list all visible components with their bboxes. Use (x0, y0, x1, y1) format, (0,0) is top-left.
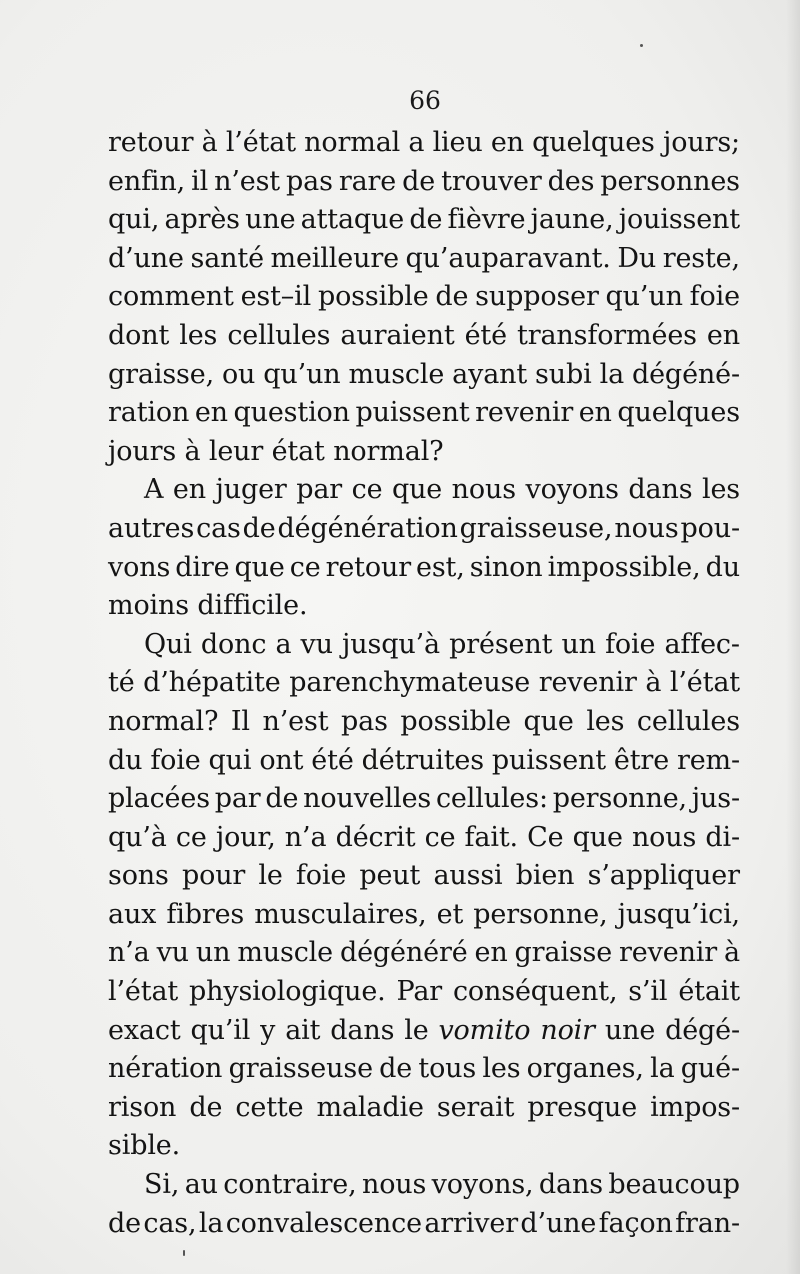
text-line (108, 1012, 740, 1051)
word: meilleure (270, 242, 399, 274)
word: qu’un (263, 358, 341, 390)
word: muscle (237, 937, 333, 969)
word: décrit (335, 821, 416, 853)
word: le (404, 1014, 429, 1046)
text-line: moins difficile. (108, 590, 308, 622)
word: dégé- (665, 1014, 740, 1046)
word: contraire, (223, 1169, 357, 1201)
word: de (242, 512, 276, 544)
word: ou (221, 358, 256, 390)
word: donc (200, 628, 267, 660)
word: impos- (650, 1091, 740, 1123)
word: quelques (617, 397, 740, 429)
word: par (296, 474, 343, 506)
text-line (108, 1050, 740, 1089)
text-line (108, 240, 740, 279)
word: cellules (636, 705, 740, 737)
word: personne, (473, 898, 608, 930)
word: jusqu’ici, (617, 898, 740, 930)
word: possible (400, 705, 511, 737)
word: est, (416, 551, 465, 583)
word: conséquent, (452, 976, 618, 1008)
word: presque (527, 1091, 638, 1123)
text-line (108, 394, 740, 433)
word: enfin, (108, 165, 186, 197)
text-line (108, 1089, 740, 1128)
word: s’il (628, 976, 668, 1008)
word: jus- (691, 783, 740, 815)
word: les (482, 1053, 521, 1085)
word: être (613, 744, 670, 776)
word: qu’à (108, 821, 167, 853)
word: à (201, 127, 218, 158)
text-line (108, 780, 740, 819)
word: à (645, 667, 662, 699)
word: personne, (552, 783, 687, 815)
word: était (678, 976, 740, 1008)
word: de (402, 165, 436, 197)
word: supposer (475, 281, 599, 313)
word: cellules (227, 319, 331, 351)
text-line (108, 664, 740, 703)
word: vu (300, 628, 333, 660)
word: Qui (144, 628, 192, 660)
word: dans (628, 474, 693, 506)
word: qui (208, 744, 252, 776)
word: foie (689, 281, 740, 313)
page-edge-shadow (786, 0, 800, 1274)
word: n’a (284, 821, 327, 853)
word: cas (196, 512, 241, 544)
text-line (108, 278, 740, 317)
word: qu’il (190, 1014, 251, 1046)
word: vomito (438, 1014, 531, 1046)
word: retour (325, 551, 411, 583)
word: rison (108, 1091, 177, 1123)
word: les (179, 319, 218, 351)
word: détruites (361, 744, 484, 776)
word: noir (540, 1014, 595, 1046)
word: tous (418, 1053, 477, 1085)
word: Il (230, 705, 250, 737)
word: d’une (108, 242, 184, 274)
word: nous (451, 474, 516, 506)
word: nouvelles (303, 783, 432, 815)
word: nous (361, 1169, 427, 1201)
word: revenir (475, 397, 574, 429)
word: dont (108, 319, 170, 351)
word: en (194, 397, 228, 429)
word: muscle (348, 358, 445, 390)
word: physiologique. (189, 976, 386, 1008)
word: la (198, 1207, 224, 1239)
word: ce (175, 821, 207, 853)
word: gué- (680, 1053, 740, 1085)
word: dire (175, 551, 230, 583)
word: jaune, (530, 204, 614, 236)
word: ait (285, 1014, 321, 1046)
word: auraient (340, 319, 455, 351)
word: il (191, 165, 209, 197)
word: fait. (464, 821, 518, 853)
text-line (108, 934, 740, 973)
word: graisse, (108, 358, 214, 390)
word: n’est (214, 165, 281, 197)
word: du (705, 551, 740, 583)
word: pou- (680, 512, 740, 544)
word: voyons (525, 474, 619, 506)
word: dans (538, 1169, 603, 1201)
word: convalescence (225, 1207, 422, 1239)
body-text (108, 124, 740, 1243)
word: et (436, 898, 464, 930)
word: jouissent (618, 204, 740, 236)
word: en (706, 319, 740, 351)
word: aux (108, 898, 157, 930)
word: en (578, 397, 612, 429)
word: cette (235, 1091, 304, 1123)
word: vons (108, 551, 171, 583)
word: ce (424, 821, 456, 853)
word: sinon (469, 551, 543, 583)
word: quelques (532, 127, 655, 158)
text-line: jours à leur état normal? (108, 435, 444, 467)
word: normal (304, 127, 401, 158)
word: été (311, 744, 354, 776)
word: té (108, 667, 135, 699)
word: pas (286, 165, 333, 197)
word: retour (108, 127, 194, 158)
word: foie (150, 744, 201, 776)
word: dégéné- (631, 358, 740, 390)
word: Ce (527, 821, 564, 853)
word: puissent (355, 397, 470, 429)
word: de (409, 204, 443, 236)
ink-speck (183, 1250, 185, 1256)
word: revenir (619, 937, 718, 969)
page-number: 66 (409, 86, 441, 115)
word: revenir (538, 667, 637, 699)
word: ont (259, 744, 304, 776)
word: normal? (108, 705, 219, 737)
text-line (108, 703, 740, 742)
word: puissent (491, 744, 606, 776)
word: qu’un (605, 281, 683, 313)
word: en (490, 127, 524, 158)
word: de (189, 1091, 223, 1123)
word: nération (108, 1053, 223, 1085)
word: jusqu’à (342, 628, 440, 660)
word: parenchymateuse (289, 667, 531, 699)
word: beaucoup (608, 1169, 740, 1201)
word: de (108, 1207, 141, 1239)
word: les (586, 705, 625, 737)
text-line (108, 201, 740, 240)
text-line (108, 549, 740, 588)
word: graisseuse, (459, 512, 613, 544)
word: juger (215, 474, 287, 506)
word: musculaires, (254, 898, 427, 930)
word: que (572, 821, 623, 853)
word: au (184, 1169, 218, 1201)
word: un (195, 937, 231, 969)
word: est–il (240, 281, 312, 313)
word: a (275, 628, 292, 660)
text-line (108, 742, 740, 781)
word: un (561, 628, 596, 660)
word: les (701, 474, 740, 506)
word: a (408, 127, 425, 158)
word: trouver (441, 165, 542, 197)
word: qu’auparavant. (405, 242, 611, 274)
word: jour, (215, 821, 276, 853)
word: graisseuse (228, 1053, 373, 1085)
word: une (604, 1014, 656, 1046)
word: de (379, 1053, 413, 1085)
word: des (547, 165, 595, 197)
word: santé (190, 242, 264, 274)
word: vu (156, 937, 189, 969)
word: n’a (108, 937, 150, 969)
word: foie (605, 628, 656, 660)
word: fièvre (447, 204, 526, 236)
word: de (435, 281, 469, 313)
word: Par (396, 976, 443, 1008)
word: à (724, 937, 740, 969)
word: le (258, 860, 283, 892)
word: d’hépatite (143, 667, 281, 699)
word: lieu (432, 127, 483, 158)
word: nous (614, 512, 679, 544)
word: en (474, 937, 508, 969)
word: ration (108, 397, 190, 429)
word: comment (108, 281, 234, 313)
word: par (214, 783, 261, 815)
word: l’état (108, 976, 179, 1008)
text-line (108, 896, 740, 935)
word: transformées (517, 319, 697, 351)
word: peut (359, 860, 421, 892)
word: placées (108, 783, 210, 815)
text-line (108, 356, 740, 395)
word: possible (317, 281, 429, 313)
word: après (164, 204, 240, 236)
text-line (108, 124, 740, 163)
word: l’état (669, 667, 740, 699)
word: affec- (664, 628, 740, 660)
word: bien (515, 860, 575, 892)
word: n’est (262, 705, 329, 737)
text-line (108, 819, 740, 858)
ink-speck (640, 44, 643, 47)
word: d’une (520, 1207, 597, 1239)
word: l’état (225, 127, 296, 158)
word: pas (340, 705, 388, 737)
text-line (108, 510, 740, 549)
word: dégénéré (339, 937, 468, 969)
word: personnes (600, 165, 740, 197)
text-line (108, 471, 740, 510)
word: Si, (144, 1169, 180, 1201)
text-line (108, 1166, 740, 1205)
word: cellules: (435, 783, 548, 815)
text-line (108, 317, 740, 356)
word: ce (289, 551, 321, 583)
word: ce (351, 474, 383, 506)
word: di- (705, 821, 740, 853)
word: attaque (300, 204, 405, 236)
word: serait (436, 1091, 515, 1123)
word: voyons, (431, 1169, 534, 1201)
word: en (172, 474, 206, 506)
word: la (650, 1053, 675, 1085)
text-line: sible. (108, 1130, 181, 1162)
word: dans (330, 1014, 395, 1046)
text-line (108, 626, 740, 665)
word: ayant (452, 358, 528, 390)
word: organes, (526, 1053, 644, 1085)
word: nous (631, 821, 697, 853)
text-line (108, 1205, 740, 1244)
word: subi (535, 358, 592, 390)
word: que (523, 705, 574, 737)
word: reste, (662, 242, 740, 274)
word: que (391, 474, 443, 506)
word: aussi (433, 860, 503, 892)
word: s’appliquer (587, 860, 740, 892)
word: de (265, 783, 299, 815)
word: présent (449, 628, 553, 660)
word: dégénération (277, 512, 458, 544)
word: rem- (676, 744, 740, 776)
word: autres (108, 512, 195, 544)
word: été (464, 319, 507, 351)
word: une (245, 204, 296, 236)
word: qui, (108, 204, 160, 236)
word: rare (338, 165, 397, 197)
word: cas, (143, 1207, 197, 1239)
word: graisse (514, 937, 613, 969)
word: maladie (316, 1091, 424, 1123)
word: y (260, 1014, 276, 1046)
word: du (108, 744, 143, 776)
word: exact (108, 1014, 181, 1046)
word: fran- (675, 1207, 740, 1239)
text-line (108, 163, 740, 202)
text-line (108, 857, 740, 896)
word: A (144, 474, 164, 506)
word: fibres (166, 898, 245, 930)
word: sons (108, 860, 169, 892)
word: Du (617, 242, 657, 274)
word: la (599, 358, 625, 390)
word: question (233, 397, 350, 429)
text-line (108, 973, 740, 1012)
word: pour (181, 860, 246, 892)
word: foie (295, 860, 347, 892)
word: arriver (424, 1207, 518, 1239)
word: jours; (663, 127, 740, 158)
word: que (234, 551, 285, 583)
word: impossible, (547, 551, 701, 583)
word: façon (598, 1207, 673, 1239)
